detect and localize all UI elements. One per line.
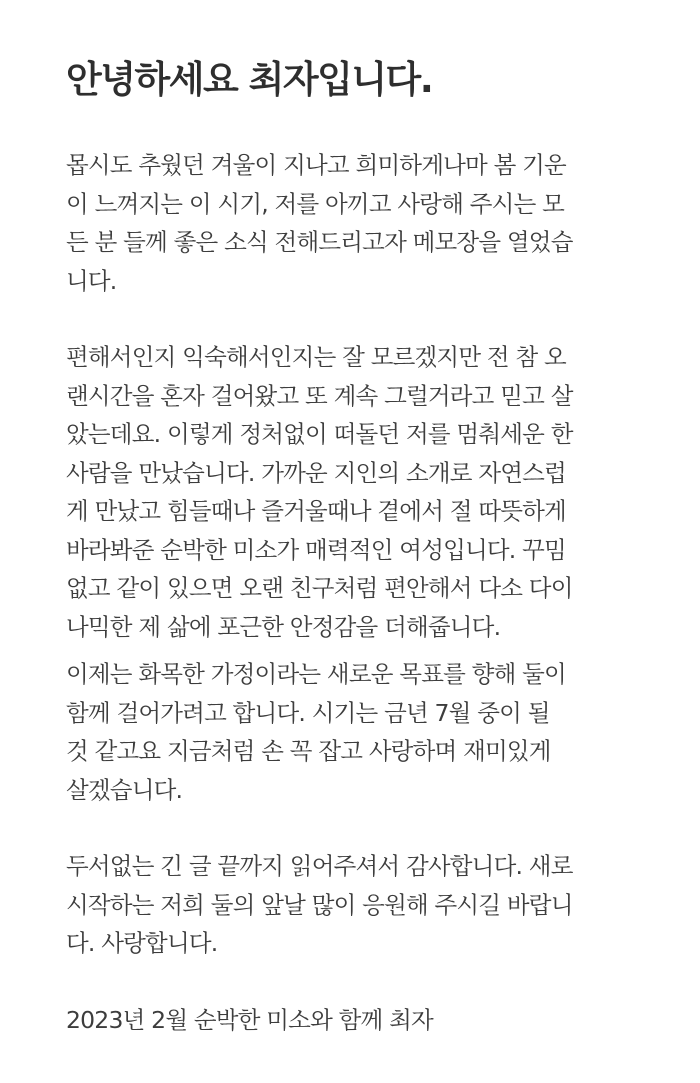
- text-line: 다. 사랑합니다.: [66, 929, 218, 957]
- text-line: 함께 걸어가려고 합니다. 시기는 금년 7월 중이 될: [66, 698, 550, 727]
- signature-line: 2023년 2월 순박한 미소와 함께 최자: [66, 1005, 433, 1034]
- text-line: 시작하는 저희 둘의 앞날 많이 응원해 주시길 바랍니: [66, 890, 573, 919]
- text-line: 았는데요. 이렇게 정처없이 떠돌던 저를 멈춰세운 한: [66, 420, 573, 448]
- text-line: 없고 같이 있으면 오랜 친구처럼 편안해서 다소 다이: [66, 574, 573, 602]
- paragraph-4: [66, 847, 640, 963]
- text-line: 두서없는 긴 글 끝까지 읽어주셔서 감사합니다. 새로: [66, 852, 573, 880]
- text-line: 사람을 만났습니다. 가까운 지인의 소개로 자연스럽: [66, 458, 566, 487]
- paragraph-2: [66, 338, 640, 646]
- text-line: 이 느껴지는 이 시기, 저를 아끼고 사랑해 주시는 모: [66, 189, 565, 218]
- paragraph-1: [66, 146, 640, 300]
- paragraph-spacer: [66, 300, 640, 338]
- paragraph-spacer: [66, 809, 640, 847]
- paragraph-3: [66, 655, 640, 809]
- text-line: 게 만났고 힘들때나 즐거울때나 곁에서 절 따뜻하게: [66, 497, 566, 525]
- text-line: 나믹한 제 삶에 포근한 안정감을 더해줍니다.: [66, 612, 501, 641]
- text-line: 든 분 들께 좋은 소식 전해드리고자 메모장을 열었습: [66, 228, 573, 256]
- text-line: 이제는 화목한 가정이라는 새로운 목표를 향해 둘이: [66, 660, 566, 688]
- signature-block: [66, 1001, 640, 1040]
- paragraph-spacer: [66, 646, 640, 655]
- text-line: 편해서인지 익숙해서인지는 잘 모르겠지만 전 참 오: [66, 343, 566, 371]
- text-line: 니다.: [66, 266, 117, 295]
- text-line: 랜시간을 혼자 걸어왔고 또 계속 그럴거라고 믿고 살: [66, 381, 573, 410]
- paragraph-spacer: [66, 963, 640, 1001]
- page-title: 안녕하세요 최자입니다.: [66, 58, 433, 101]
- text-line: 몹시도 추웠던 겨울이 지나고 희미하게나마 봄 기운: [66, 151, 566, 179]
- text-line: 것 같고요 지금처럼 손 꼭 잡고 사랑하며 재미있게: [66, 737, 551, 765]
- text-line: 살겠습니다.: [66, 775, 183, 804]
- memo-body: [66, 146, 640, 1039]
- text-line: 바라봐준 순박한 미소가 매력적인 여성입니다. 꾸밈: [66, 535, 566, 564]
